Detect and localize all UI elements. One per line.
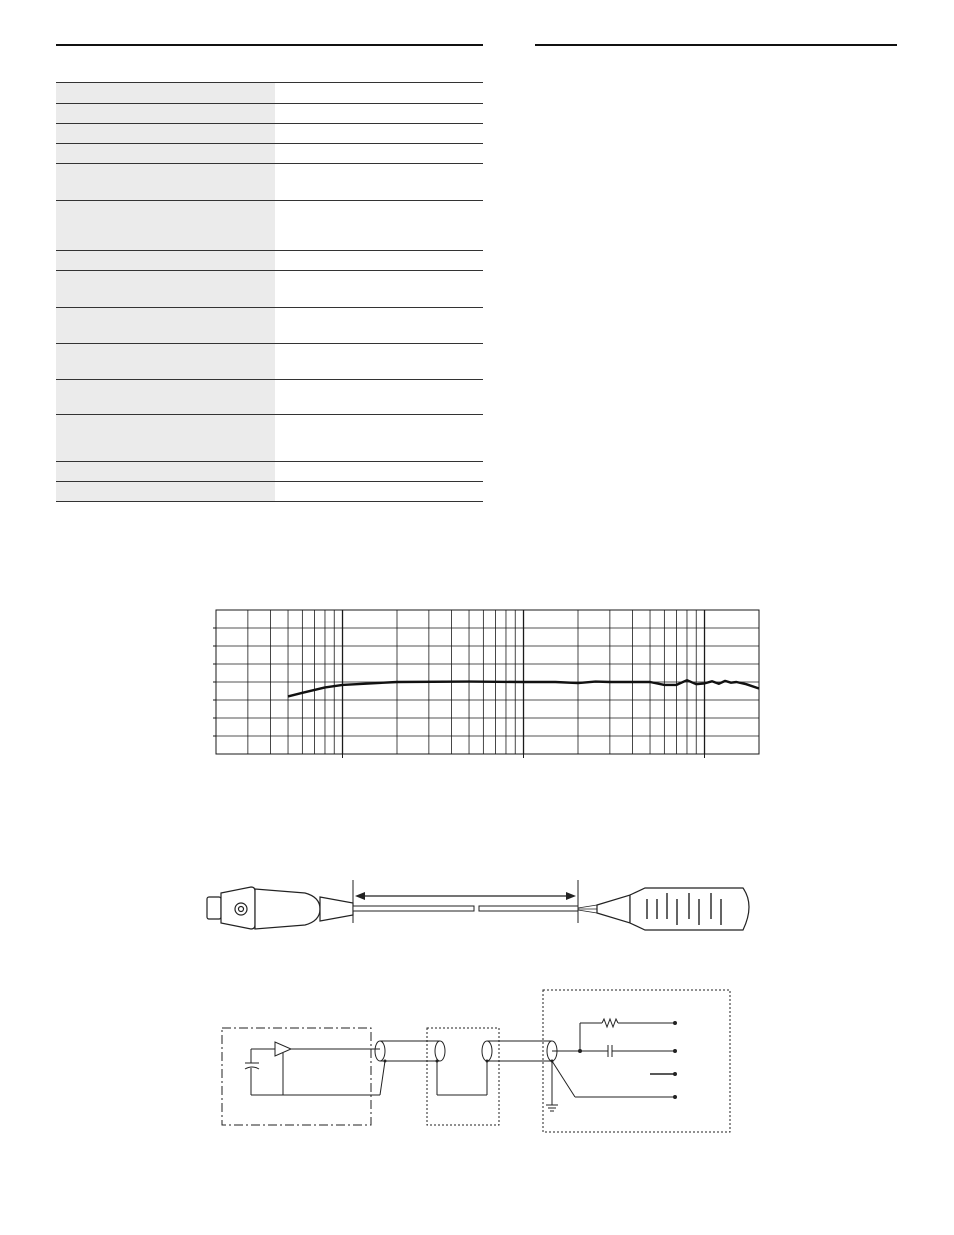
spec-value — [275, 482, 483, 501]
spec-row — [56, 380, 483, 415]
microphone-element-box — [222, 1028, 371, 1125]
spec-row — [56, 251, 483, 271]
spec-value — [275, 415, 483, 461]
ta4f-connector — [207, 887, 353, 929]
left-column-rule — [56, 44, 483, 46]
spec-label — [56, 144, 275, 163]
spec-row — [56, 124, 483, 144]
spec-label — [56, 482, 275, 501]
output-box — [543, 990, 730, 1132]
spec-row — [56, 83, 483, 104]
connector-strain-relief — [320, 897, 353, 921]
spec-label — [56, 201, 275, 250]
preamp-triangle-symbol — [251, 1042, 380, 1095]
wiring-schematic — [215, 985, 735, 1135]
capsule-capacitor-symbol — [245, 1049, 259, 1095]
spec-value — [275, 380, 483, 414]
spec-row — [56, 308, 483, 344]
wire-tail — [578, 905, 597, 913]
spec-value — [275, 462, 483, 481]
spec-value — [275, 271, 483, 307]
spec-label — [56, 271, 275, 307]
spec-label — [56, 251, 275, 270]
spec-label — [56, 164, 275, 200]
spec-label — [56, 415, 275, 461]
spec-label — [56, 380, 275, 414]
spec-row — [56, 462, 483, 482]
spec-value — [275, 124, 483, 143]
resistor-icon — [602, 1019, 618, 1027]
spec-row — [56, 144, 483, 164]
spec-value — [275, 201, 483, 250]
microphone-head — [597, 888, 749, 930]
spec-label — [56, 104, 275, 123]
spec-row — [56, 415, 483, 462]
spec-value — [275, 164, 483, 200]
spec-value — [275, 83, 483, 103]
output-terminal — [673, 1021, 677, 1099]
spec-value — [275, 104, 483, 123]
spec-value — [275, 144, 483, 163]
spec-label — [56, 124, 275, 143]
connector-latch — [207, 897, 221, 919]
spec-label — [56, 308, 275, 343]
output-wiring — [546, 1019, 675, 1111]
spec-row — [56, 344, 483, 380]
spec-row — [56, 201, 483, 251]
frequency-response-chart — [206, 604, 766, 764]
right-column-rule — [535, 44, 897, 46]
spec-label — [56, 344, 275, 379]
spec-row — [56, 104, 483, 124]
spec-label — [56, 83, 275, 103]
spec-value — [275, 251, 483, 270]
spec-label — [56, 462, 275, 481]
spec-row — [56, 482, 483, 502]
specifications-table — [56, 82, 483, 502]
shielded-cable-symbol — [375, 1041, 580, 1095]
connector-body — [255, 889, 320, 929]
cable-length-dimension-arrow — [355, 892, 576, 900]
spec-value — [275, 308, 483, 343]
connector-housing — [221, 887, 255, 929]
cable-segment — [353, 906, 578, 911]
spec-row — [56, 164, 483, 201]
cable-assembly-drawing — [195, 875, 765, 955]
spec-value — [275, 344, 483, 379]
spec-row — [56, 271, 483, 308]
